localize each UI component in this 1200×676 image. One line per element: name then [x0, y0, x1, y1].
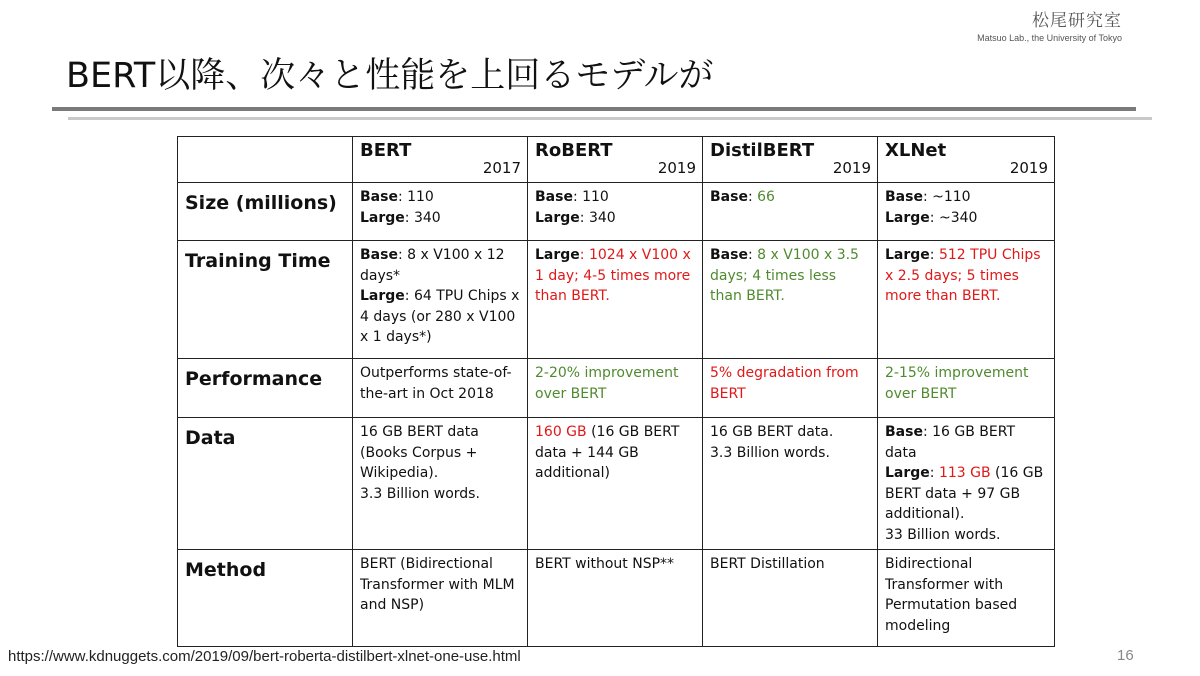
large-label: Large: [885, 247, 930, 263]
slide-title: BERT以降、次々と性能を上回るモデルが: [66, 56, 714, 96]
data-text: 16 GB BERT data (Books Corpus + Wikipedia).: [360, 424, 479, 481]
large-label: Large: [885, 209, 930, 226]
lab-name-en: Matsuo Lab., the University of Tokyo: [977, 33, 1122, 43]
large-label: Large: [885, 465, 930, 481]
colon: :: [929, 465, 939, 481]
cell-size-distilbert: [703, 183, 878, 241]
large-label: Large: [360, 288, 405, 304]
base-value: : 110: [572, 189, 609, 205]
colon: :: [747, 247, 758, 263]
word-count: 33 Billion words.: [885, 526, 1001, 543]
base-value: : 8 x V100 x 12 days*: [360, 247, 505, 284]
cell-data-robert: [528, 418, 703, 550]
model-comparison-table: [177, 136, 1055, 647]
model-name: BERT: [360, 140, 412, 161]
page-number: 16: [1117, 647, 1134, 664]
cell-performance-xlnet: 2-15% improvement over BERT: [878, 359, 1055, 418]
cell-method-distilbert: BERT Distillation: [703, 550, 878, 647]
model-year: 2017: [482, 158, 521, 177]
cell-training-robert: [528, 241, 703, 359]
cell-size-xlnet: [878, 183, 1055, 241]
model-name: DistilBERT: [710, 140, 815, 161]
method-row: [178, 550, 1055, 647]
column-header-distilbert: [703, 137, 878, 183]
base-label: Base: [885, 189, 923, 205]
cell-method-xlnet: Bidirectional Transformer with Permutation based modeling: [878, 550, 1055, 647]
cell-data-bert: [353, 418, 528, 550]
row-label-method: Method: [178, 550, 353, 647]
large-value: (16 GB BERT data + 97 GB additional).: [885, 465, 1044, 522]
size-row: [178, 183, 1055, 241]
word-count: 3.3 Billion words.: [360, 485, 480, 502]
large-value: : 340: [404, 209, 441, 226]
base-label: Base: [710, 247, 748, 263]
data-highlight: 160 GB: [535, 424, 587, 440]
title-divider-light: [68, 117, 1152, 120]
cell-training-bert: [353, 241, 528, 359]
base-value: : ~110: [922, 189, 971, 205]
column-header-bert: [353, 137, 528, 183]
colon: :: [929, 247, 939, 263]
performance-row: [178, 359, 1055, 418]
large-value: : 64 TPU Chips x 4 days (or 280 x V100 x 1 days*): [360, 288, 520, 345]
base-value: 66: [757, 189, 775, 205]
cell-size-robert: [528, 183, 703, 241]
base-label: Base: [360, 247, 398, 263]
data-text: (16 GB BERT data + 144 GB additional): [535, 424, 680, 481]
cell-performance-robert: 2-20% improvement over BERT: [528, 359, 703, 418]
cell-training-distilbert: [703, 241, 878, 359]
cell-method-robert: BERT without NSP**: [528, 550, 703, 647]
row-label-size: Size (millions): [178, 183, 353, 241]
large-value: : 340: [579, 209, 616, 226]
base-label: Base: [885, 424, 923, 440]
base-value: : 110: [397, 189, 434, 205]
model-name: RoBERT: [535, 140, 613, 161]
large-label: Large: [360, 209, 405, 226]
large-label: Large: [535, 209, 580, 226]
cell-performance-distilbert: 5% degradation from BERT: [703, 359, 878, 418]
training-time-row: [178, 241, 1055, 359]
large-value: 512 TPU Chips x 2.5 days; 5 times more than BERT.: [885, 247, 1041, 304]
cell-data-xlnet: [878, 418, 1055, 550]
cell-method-bert: BERT (Bidirectional Transformer with MLM and NSP): [353, 550, 528, 647]
data-text: 16 GB BERT data.: [710, 424, 834, 440]
base-label: Base: [535, 189, 573, 205]
cell-training-xlnet: [878, 241, 1055, 359]
colon: :: [747, 189, 758, 205]
row-label-training-time: Training Time: [178, 241, 353, 359]
corner-cell: [178, 137, 353, 183]
lab-name-jp: 松尾研究室: [1032, 11, 1122, 31]
base-value: 8 x V100 x 3.5 days; 4 times less than BERT.: [710, 247, 859, 304]
large-label: Large: [535, 247, 580, 263]
model-year: 2019: [1009, 158, 1048, 177]
base-label: Base: [360, 189, 398, 205]
column-header-xlnet: [878, 137, 1055, 183]
cell-performance-bert: Outperforms state-of-the-art in Oct 2018: [353, 359, 528, 418]
row-label-data: Data: [178, 418, 353, 550]
word-count: 3.3 Billion words.: [710, 444, 830, 461]
model-year: 2019: [657, 158, 696, 177]
title-divider-dark: [52, 107, 1136, 111]
lab-logo: [977, 6, 1122, 43]
large-value: : ~340: [929, 209, 978, 226]
column-header-robert: [528, 137, 703, 183]
header-row: [178, 137, 1055, 183]
model-year: 2019: [832, 158, 871, 177]
base-value: : 16 GB BERT data: [885, 424, 1015, 461]
row-label-performance: Performance: [178, 359, 353, 418]
cell-size-bert: [353, 183, 528, 241]
base-label: Base: [710, 189, 748, 205]
cell-data-distilbert: [703, 418, 878, 550]
source-url: https://www.kdnuggets.com/2019/09/bert-roberta-distilbert-xlnet-one-use.html: [8, 648, 521, 665]
data-highlight: 113 GB: [938, 465, 991, 481]
data-row: [178, 418, 1055, 550]
large-value: 1024 x V100 x 1 day; 4-5 times more than BERT.: [535, 247, 691, 304]
colon: :: [579, 247, 589, 263]
model-name: XLNet: [885, 140, 947, 161]
